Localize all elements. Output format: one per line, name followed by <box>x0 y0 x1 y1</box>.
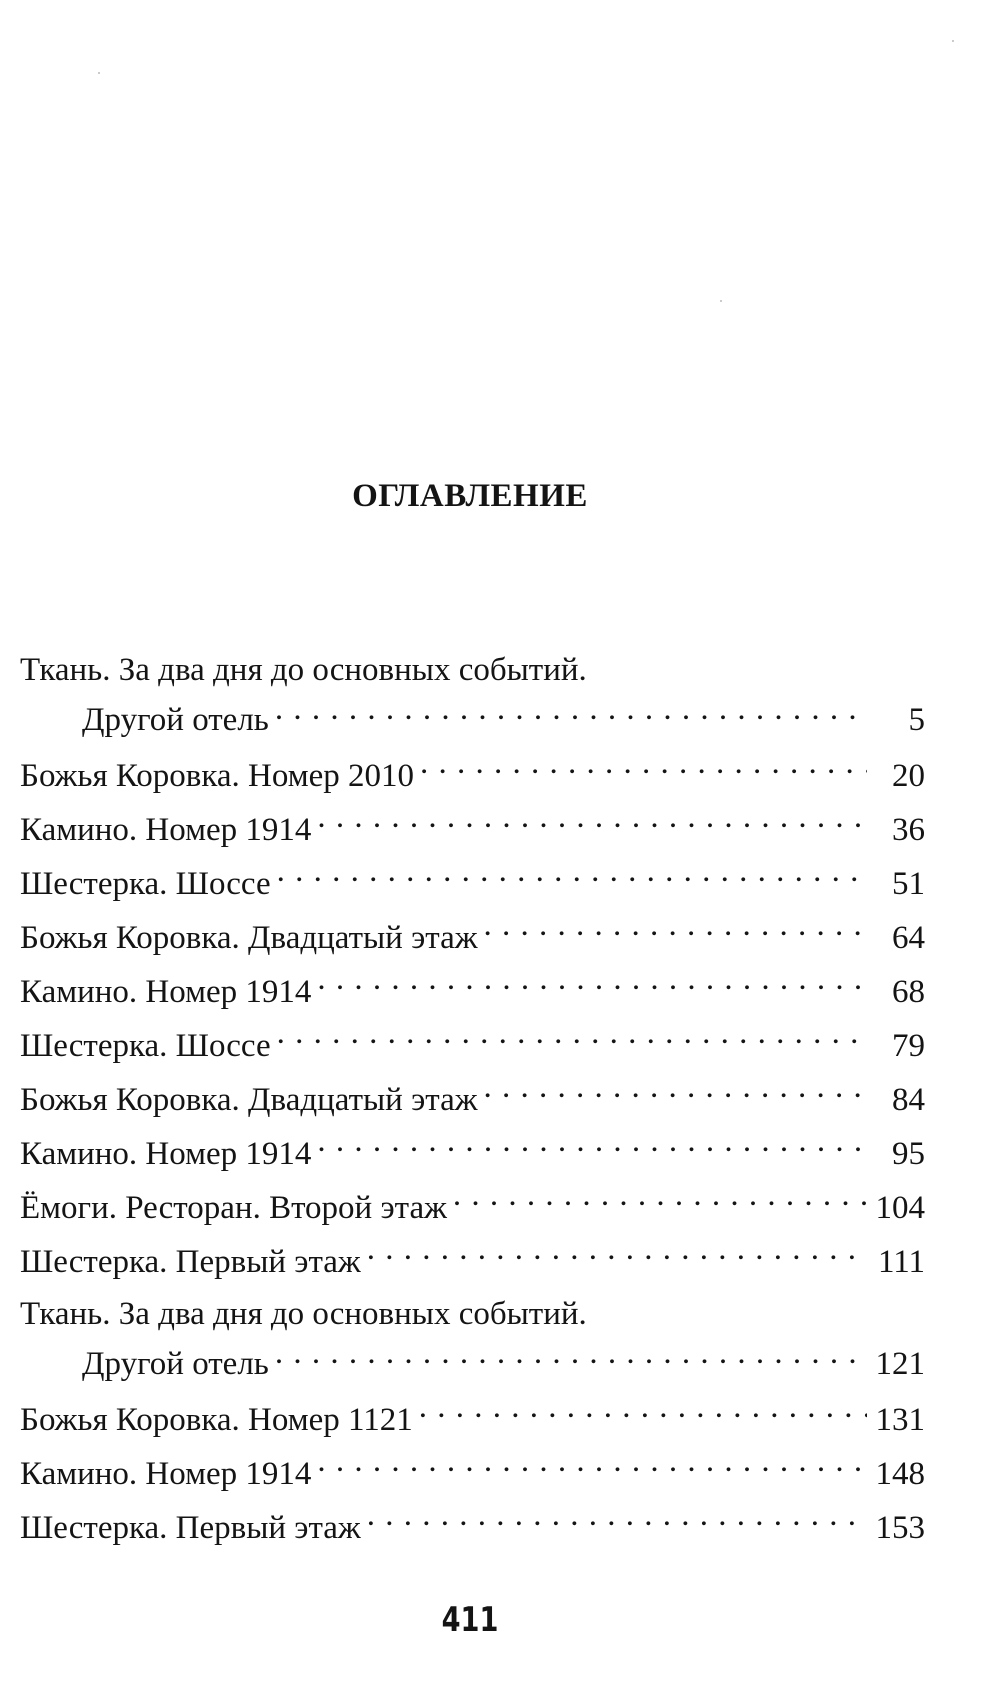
page-title: ОГЛАВЛЕНИЕ <box>352 478 588 514</box>
dot-leader <box>453 1185 867 1218</box>
toc-entry <box>20 1501 925 1555</box>
toc-page-number: 95 <box>892 1136 925 1172</box>
toc-page-number: 64 <box>892 920 925 956</box>
toc-entry-title: Камино. Номер 1914 <box>20 1136 312 1172</box>
toc-entry <box>20 857 925 911</box>
toc-entry <box>20 965 925 1019</box>
toc-page-number: 79 <box>892 1028 925 1064</box>
toc-page-number: 68 <box>892 974 925 1010</box>
toc-page-number: 104 <box>875 1190 925 1226</box>
dot-leader <box>317 1451 867 1484</box>
toc-page-number: 20 <box>892 758 925 794</box>
dot-leader <box>484 1077 867 1110</box>
toc-page-number: 36 <box>892 812 925 848</box>
paper-speck <box>98 72 100 74</box>
toc-entry-title: Шестерка. Шоссе <box>20 1028 271 1064</box>
dot-leader <box>275 697 867 730</box>
toc-page-number: 84 <box>892 1082 925 1118</box>
paper-speck <box>720 300 722 302</box>
dot-leader <box>277 1023 867 1056</box>
dot-leader <box>367 1239 867 1272</box>
page-number: 411 <box>441 1600 499 1640</box>
toc-entry-title: Божья Коровка. Двадцатый этаж <box>20 1082 478 1118</box>
toc-page-number: 5 <box>908 702 925 738</box>
toc-entry-title: Другой отель <box>82 702 269 738</box>
toc-entry-title: Шестерка. Первый этаж <box>20 1510 361 1546</box>
toc-entry <box>20 1019 925 1073</box>
toc-entry-title: Шестерка. Шоссе <box>20 866 271 902</box>
toc-entry-title: Божья Коровка. Номер 2010 <box>20 758 415 794</box>
toc-entry <box>20 1235 925 1289</box>
dot-leader <box>317 1131 867 1164</box>
table-of-contents <box>20 645 925 1555</box>
toc-page-number: 121 <box>875 1346 925 1382</box>
toc-entry-title: Шестерка. Первый этаж <box>20 1244 361 1280</box>
toc-page-number: 131 <box>875 1402 925 1438</box>
dot-leader <box>419 1397 867 1430</box>
dot-leader <box>420 753 867 786</box>
toc-page-number: 153 <box>875 1510 925 1546</box>
toc-entry-title: Камино. Номер 1914 <box>20 1456 312 1492</box>
toc-entry <box>20 1073 925 1127</box>
toc-page-number: 111 <box>877 1244 925 1280</box>
toc-entry <box>20 1289 925 1389</box>
toc-entry-title: Другой отель <box>82 1346 269 1382</box>
dot-leader <box>484 915 867 948</box>
dot-leader <box>277 861 867 894</box>
dot-leader <box>317 969 867 1002</box>
dot-leader <box>275 1341 867 1374</box>
toc-entry-title: Камино. Номер 1914 <box>20 812 312 848</box>
toc-entry-title: Божья Коровка. Номер 1121 <box>20 1402 413 1438</box>
toc-entry <box>20 1181 925 1235</box>
toc-entry <box>20 1127 925 1181</box>
toc-page-number: 148 <box>875 1456 925 1492</box>
toc-entry-title: Камино. Номер 1914 <box>20 974 312 1010</box>
toc-entry-heading: Ткань. За два дня до основных событий. <box>20 652 587 688</box>
toc-entry-title: Божья Коровка. Двадцатый этаж <box>20 920 478 956</box>
dot-leader <box>367 1505 867 1538</box>
toc-entry <box>20 1393 925 1447</box>
toc-entry <box>20 1447 925 1501</box>
toc-entry <box>20 803 925 857</box>
toc-entry <box>20 645 925 745</box>
paper-speck <box>952 40 954 42</box>
toc-entry-heading: Ткань. За два дня до основных событий. <box>20 1296 587 1332</box>
toc-entry <box>20 911 925 965</box>
dot-leader <box>317 807 867 840</box>
toc-entry <box>20 749 925 803</box>
toc-page-number: 51 <box>892 866 925 902</box>
toc-entry-title: Ёмоги. Ресторан. Второй этаж <box>20 1190 447 1226</box>
